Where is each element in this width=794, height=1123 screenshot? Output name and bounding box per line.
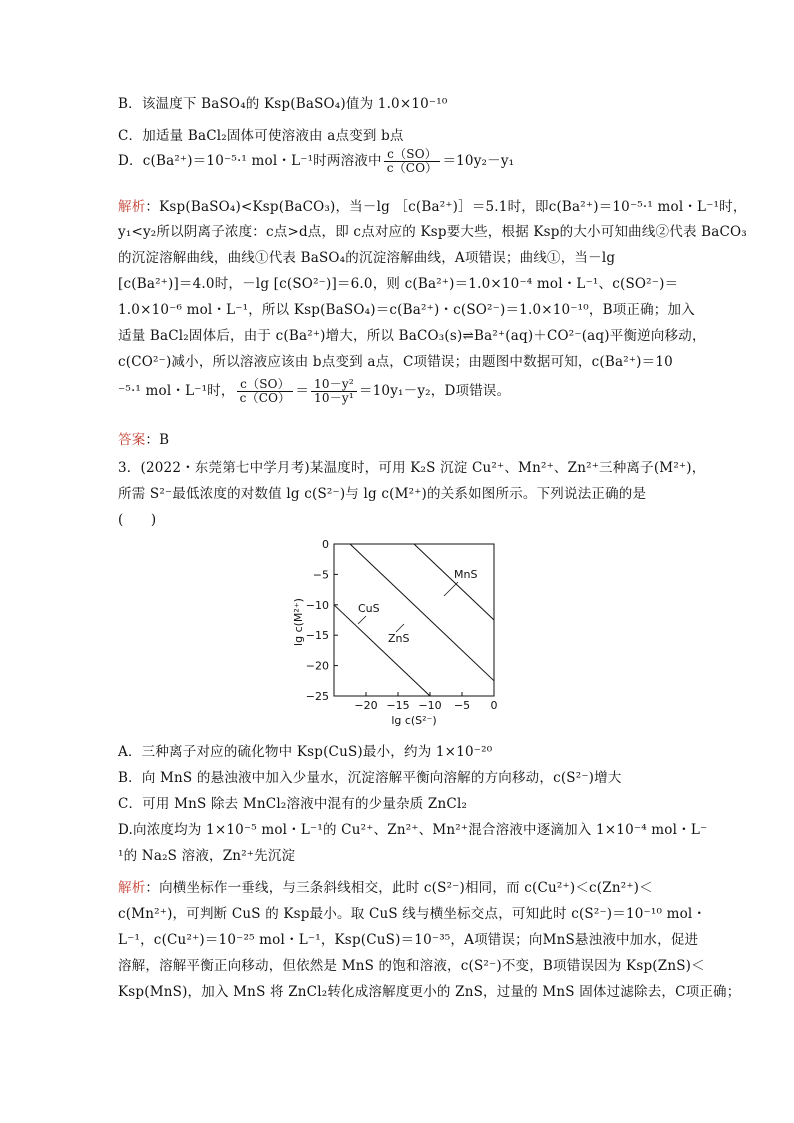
y-axis-label: lg c(M²⁺) <box>292 598 305 646</box>
analysis-line-2: y₁<y₂所以阴离子浓度：c点>d点，即 c点对应的 Ksp要大些，根据 Ksp的大小可知曲线②代表 BaCO₃ <box>118 224 747 240</box>
option-d-q3-line-1: D.向浓度均为 1×10⁻⁵ mol・L⁻¹的 Cu²⁺、Zn²⁺、Mn²⁺混合溶液中逐滴加入 1×10⁻⁴ mol・L⁻ <box>118 822 708 838</box>
label-mns: MnS <box>454 568 478 581</box>
leader-cus <box>358 616 366 624</box>
analysis-label: 解析 <box>118 199 146 215</box>
answer-label: 答案 <box>118 432 146 448</box>
analysis-line-6: 适量 BaCl₂固体后，由于 c(Ba²⁺)增大，所以 BaCO₃(s)⇌Ba²⁺(aq)＋CO²⁻(aq)平衡逆向移动， <box>118 328 706 344</box>
answer-value: ：B <box>145 432 170 448</box>
y-tick-label: 0 <box>322 538 329 551</box>
fraction-denominator: c（CO） <box>239 391 291 405</box>
option-c: C．加适量 BaCl₂固体可使溶液由 a点变到 b点 <box>118 128 404 144</box>
solution-line-5: Ksp(MnS)，加入 MnS 将 ZnCl₂转化成溶解度更小的 ZnS，过量的 MnS 固体过滤除去，C项正确； <box>118 984 741 1000</box>
x-tick-label: −10 <box>418 699 442 712</box>
x-tick-label: −5 <box>453 699 471 712</box>
analysis-tail-8: ＝10y₁－y₂，D项错误。 <box>358 383 511 399</box>
fraction-denominator: c（CO） <box>386 161 438 175</box>
y-tick-label: −25 <box>305 690 329 703</box>
analysis-text-1: ：Ksp(BaSO₄)<Ksp(BaCO₃)，当－lg ［c(Ba²⁺)］＝5.1时，即c(Ba²⁺)＝10⁻⁵·¹ mol・L⁻¹时， <box>145 199 747 215</box>
option-d-tail: ＝10y₂－y₁ <box>442 153 515 169</box>
option-b: B．该温度下 BaSO₄的 Ksp(BaSO₄)值为 1.0×10⁻¹⁰ <box>118 96 448 112</box>
solution-line-3: L⁻¹，c(Cu²⁺)＝10⁻²⁵ mol・L⁻¹，Ksp(CuS)＝10⁻³⁵，A项错误；向MnS悬浊液中加水，促进 <box>118 932 699 948</box>
y-tick-label: −5 <box>312 568 329 582</box>
fraction-denominator: 10－y¹ <box>314 391 354 405</box>
analysis-text-8: ⁻⁵·¹ mol・L⁻¹时， <box>118 383 235 399</box>
chart <box>278 532 518 732</box>
leader-mns <box>444 582 458 596</box>
analysis-line-4: [c(Ba²⁺)]＝4.0时，－lg [c(SO²⁻)]＝6.0，则 c(Ba²⁺)＝1.0×10⁻⁴ mol・L⁻¹、c(SO²⁻)＝ <box>118 276 679 292</box>
solution-line-2: c(Mn²⁺)，可判断 CuS 的 Ksp最小。取 CuS 线与横坐标交点，可知此时 c(S²⁻)＝10⁻¹⁰ mol・ <box>118 906 707 922</box>
analysis-line-8: ⁻⁵·¹ mol・L⁻¹时， $\frac{c(SO)}{c(CO)}$ ＝ $\frac{\text{10－y²}}{\text{10－y¹}}$ ＝10y₁－y₂，D项错误。 <box>118 377 511 405</box>
analysis-line-7: c(CO²⁻)减小，所以溶液应该由 b点变到 a点，C项错误；由题图中数据可知，c(Ba²⁺)＝10 <box>118 354 673 370</box>
question-3-line-2: 所需 S²⁻最低浓度的对数值 lg c(S²⁻)与 lg c(M²⁺)的关系如图所示。下列说法正确的是 <box>118 486 647 502</box>
tick-group <box>306 538 498 712</box>
y-tick-label: −20 <box>305 659 329 673</box>
analysis-fraction-1 <box>237 378 294 405</box>
option-c-q3: C．可用 MnS 除去 MnCl₂溶液中混有的少量杂质 ZnCl₂ <box>118 796 468 812</box>
solution-text-1: ：向横坐标作一垂线，与三条斜线相交，此时 c(S²⁻)相同，而 c(Cu²⁺)＜c(Zn²⁺)＜ <box>145 880 653 896</box>
label-cus: CuS <box>358 602 380 615</box>
solution-line-4: 溶解，溶解平衡正向移动，但依然是 MnS 的饱和溶液，c(S²⁻)不变，B项错误因为 Ksp(ZnS)＜ <box>118 958 705 974</box>
series-line-cus <box>334 605 430 696</box>
fraction-numerator: c（SO） <box>237 378 293 392</box>
plot-frame <box>334 544 494 696</box>
question-3-line-3: ( ) <box>118 512 157 528</box>
question-3-line-1: 3．(2022・东莞第七中学月考)某温度时，可用 K₂S 沉淀 Cu²⁺、Mn²⁺、Zn²⁺三种离子(M²⁺)， <box>118 460 706 476</box>
analysis-line-3: 的沉淀溶解曲线，曲线①代表 BaSO₄的沉淀溶解曲线，A项错误；曲线①，当－lg <box>118 250 616 266</box>
x-axis-label: lg c(S²⁻) <box>391 714 437 727</box>
series-line-mns <box>414 544 494 620</box>
option-d-q3-line-2: ¹的 Na₂S 溶液，Zn²⁺先沉淀 <box>118 848 296 864</box>
y-tick-label: −10 <box>305 598 329 612</box>
solution-line-1 <box>118 876 653 896</box>
label-zns: ZnS <box>388 632 410 645</box>
analysis-line-1 <box>118 195 747 215</box>
analysis-fraction-2 <box>311 378 357 405</box>
x-tick-label: −20 <box>354 699 378 712</box>
x-tick-label: 0 <box>490 699 498 712</box>
analysis-line-5: 1.0×10⁻⁶ mol・L⁻¹，所以 Ksp(BaSO₄)＝c(Ba²⁺)・c(SO²⁻)＝1.0×10⁻¹⁰，B项正确；加入 <box>118 302 695 318</box>
x-tick-label: −15 <box>386 699 410 712</box>
y-tick-label: −15 <box>305 629 329 643</box>
option-d <box>118 148 514 175</box>
option-a: A．三种离子对应的硫化物中 Ksp(CuS)最小，约为 1×10⁻²⁰ <box>118 744 493 760</box>
fraction-numerator: 10－y² <box>311 378 357 392</box>
fraction-numerator: c（SO） <box>384 148 440 162</box>
option-b-q3: B．向 MnS 的悬浊液中加入少量水，沉淀溶解平衡向溶解的方向移动，c(S²⁻)增大 <box>118 770 622 786</box>
option-d-fraction <box>384 148 441 175</box>
series-group <box>334 544 494 696</box>
answer-line <box>118 428 169 448</box>
solution-label: 解析 <box>118 880 146 896</box>
option-d-text: D．c(Ba²⁺)＝10⁻⁵·¹ mol・L⁻¹时两溶液中 <box>118 153 382 169</box>
leader-zns <box>396 624 404 632</box>
